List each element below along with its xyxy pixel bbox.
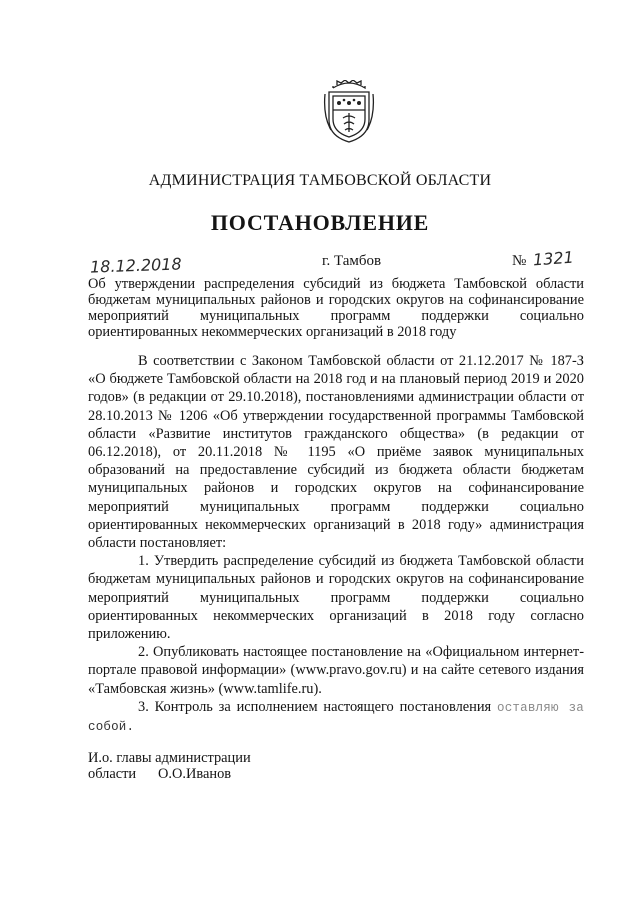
document-subject: Об утверждении распределения субсидий из бюджета Тамбовской области бюджетам муниципальных районов и городских округов на софинансирование мероприятий муниципальных программ поддержки социально ориентированных некоммерческих организаций в 2018 году — [88, 276, 584, 340]
signature-block — [88, 750, 251, 782]
signatory-title: И.о. главы администрации — [88, 750, 251, 766]
handwritten-number: 1321 — [532, 247, 575, 270]
item-3-continuation — [88, 717, 584, 736]
document-type: ПОСТАНОВЛЕНИЕ — [210, 210, 430, 235]
document-body — [88, 352, 584, 736]
item-1-paragraph: 1. Утвердить распределение субсидий из бюджета Тамбовской области бюджетам муниципальных районов и городских округов на софинансирование мероприятий муниципальных программ поддержки социально ориентированных некоммерческих организаций в 2018 году согласно приложению. — [88, 553, 584, 643]
item-3-typed-text: собой. — [88, 720, 135, 735]
preamble-paragraph: В соответствии с Законом Тамбовской области от 21.12.2017 № 187-З «О бюджете Тамбовской области на 2018 год и на плановый период 2019 и 2020 годов» (в редакции от 29.10.2018), постановлениями администрации области от 28.10.2013 № 1206 «Об утверждении государственной программы Тамбовской области «Развитие институтов гражданского общества» (в редакции от 06.12.2018), от 20.11.2018 № 1195 «О приёме заявок муниципальных образований на предоставление субсидий из бюджета области бюджетам муниципальных районов и городских округов на софинансирование мероприятий муниципальных программ поддержки социально ориентированных некоммерческих организаций в 2018 году» администрация области постановляет: — [88, 353, 584, 552]
handwritten-date: 18.12.2018 — [89, 254, 182, 277]
coat-of-arms-icon — [323, 80, 375, 144]
item-3-printed-text: 3. Контроль за исполнением настоящего постановления — [138, 698, 492, 715]
agency-name: АДМИНИСТРАЦИЯ ТАМБОВСКОЙ ОБЛАСТИ — [148, 172, 492, 189]
item-2-paragraph: 2. Опубликовать настоящее постановление на «Официальном интернет-портале правовой информации» (www.pravo.gov.ru) и на сайте сетевого издания «Тамбовская жизнь» (www.tamlife.ru). — [88, 644, 584, 697]
item-3-paragraph — [88, 698, 584, 717]
item-3-typed-text-faded: оставляю за — [497, 700, 584, 715]
signatory-region: области — [88, 766, 137, 782]
signatory-name: О.О.Иванов — [158, 766, 232, 782]
number-label: № — [512, 253, 527, 269]
city: г. Тамбов — [322, 253, 382, 269]
